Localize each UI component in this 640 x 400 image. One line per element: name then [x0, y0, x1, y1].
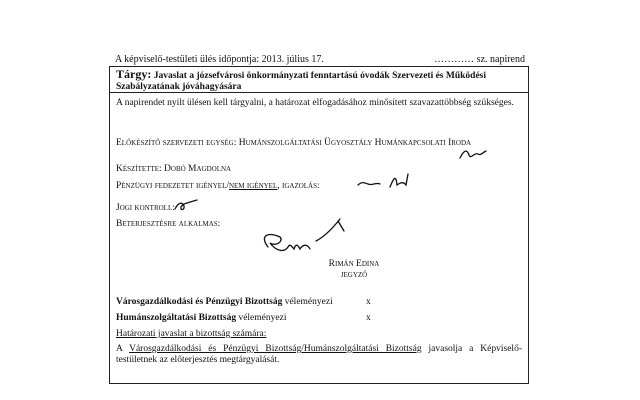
preparer-unit: Előkészítő szervezeti egység: Humánszolgáltatási Ügyosztály Humánkapcsolati Iroda: [116, 138, 472, 148]
proposal-text: [116, 344, 522, 366]
committee-row: [116, 313, 522, 324]
legal-control: Jogi kontroll:: [116, 203, 175, 213]
procedure-notice: A napirendet nyilt ülésen kell tárgyalni, a határozat elfogadásához minősített szavazattöbbség szükséges.: [116, 98, 514, 108]
subject-text: Javaslat a józsefvárosi önkormányzati fenntartású óvodák Szervezeti és Működési Szabályzatának jóváhagyására: [116, 71, 486, 92]
finance-suffix: , igazolás:: [277, 181, 320, 191]
committee-mark: x: [366, 297, 371, 307]
committee-mark: x: [366, 313, 371, 323]
signer-name: Rimán Edina: [328, 259, 380, 269]
committee-action: véleményezi: [284, 297, 333, 307]
subject-block: [110, 67, 528, 93]
proposal-heading: Határozati javaslat a bizottság számára:: [116, 329, 267, 339]
committee-name: Városgazdálkodási és Pénzügyi Bizottság: [116, 297, 283, 307]
proposal-prefix: A: [116, 344, 130, 354]
notary-signature-icon: [228, 217, 358, 261]
document-page: [109, 48, 529, 384]
meeting-date: A képviselő-testületi ülés időpontja: 2013. július 17.: [115, 54, 324, 65]
cover-box: [109, 66, 529, 384]
finance-prefix: Pénzügyi fedezetet igényel/: [116, 181, 229, 191]
prepared-by: Készítette: Dobó Magdolna: [116, 164, 232, 174]
agenda-number: ………… sz. napirend: [434, 54, 525, 65]
finance-line: [116, 181, 522, 192]
initials-signature-icon: [458, 146, 488, 162]
legal-signature-icon: [172, 197, 200, 213]
proposal-suffix: javasolja a Képviselő-testületnek az előterjesztés megtárgyalását.: [116, 344, 522, 365]
proposal-committees: Városgazdálkodási és Pénzügyi Bizottság/Humánszolgáltatási Bizottság: [129, 344, 422, 354]
submission-line: Beterjesztésre alkalmas:: [116, 219, 221, 229]
signer-title: jegyző: [340, 270, 368, 280]
finance-not-required: nem igényel: [228, 181, 278, 191]
committee-action: véleményezi: [238, 313, 287, 323]
committee-row: [116, 297, 522, 308]
finance-signature-icon: [356, 171, 416, 193]
committee-name: Humánszolgáltatási Bizottság: [116, 313, 237, 323]
subject-label: Tárgy:: [116, 67, 152, 81]
